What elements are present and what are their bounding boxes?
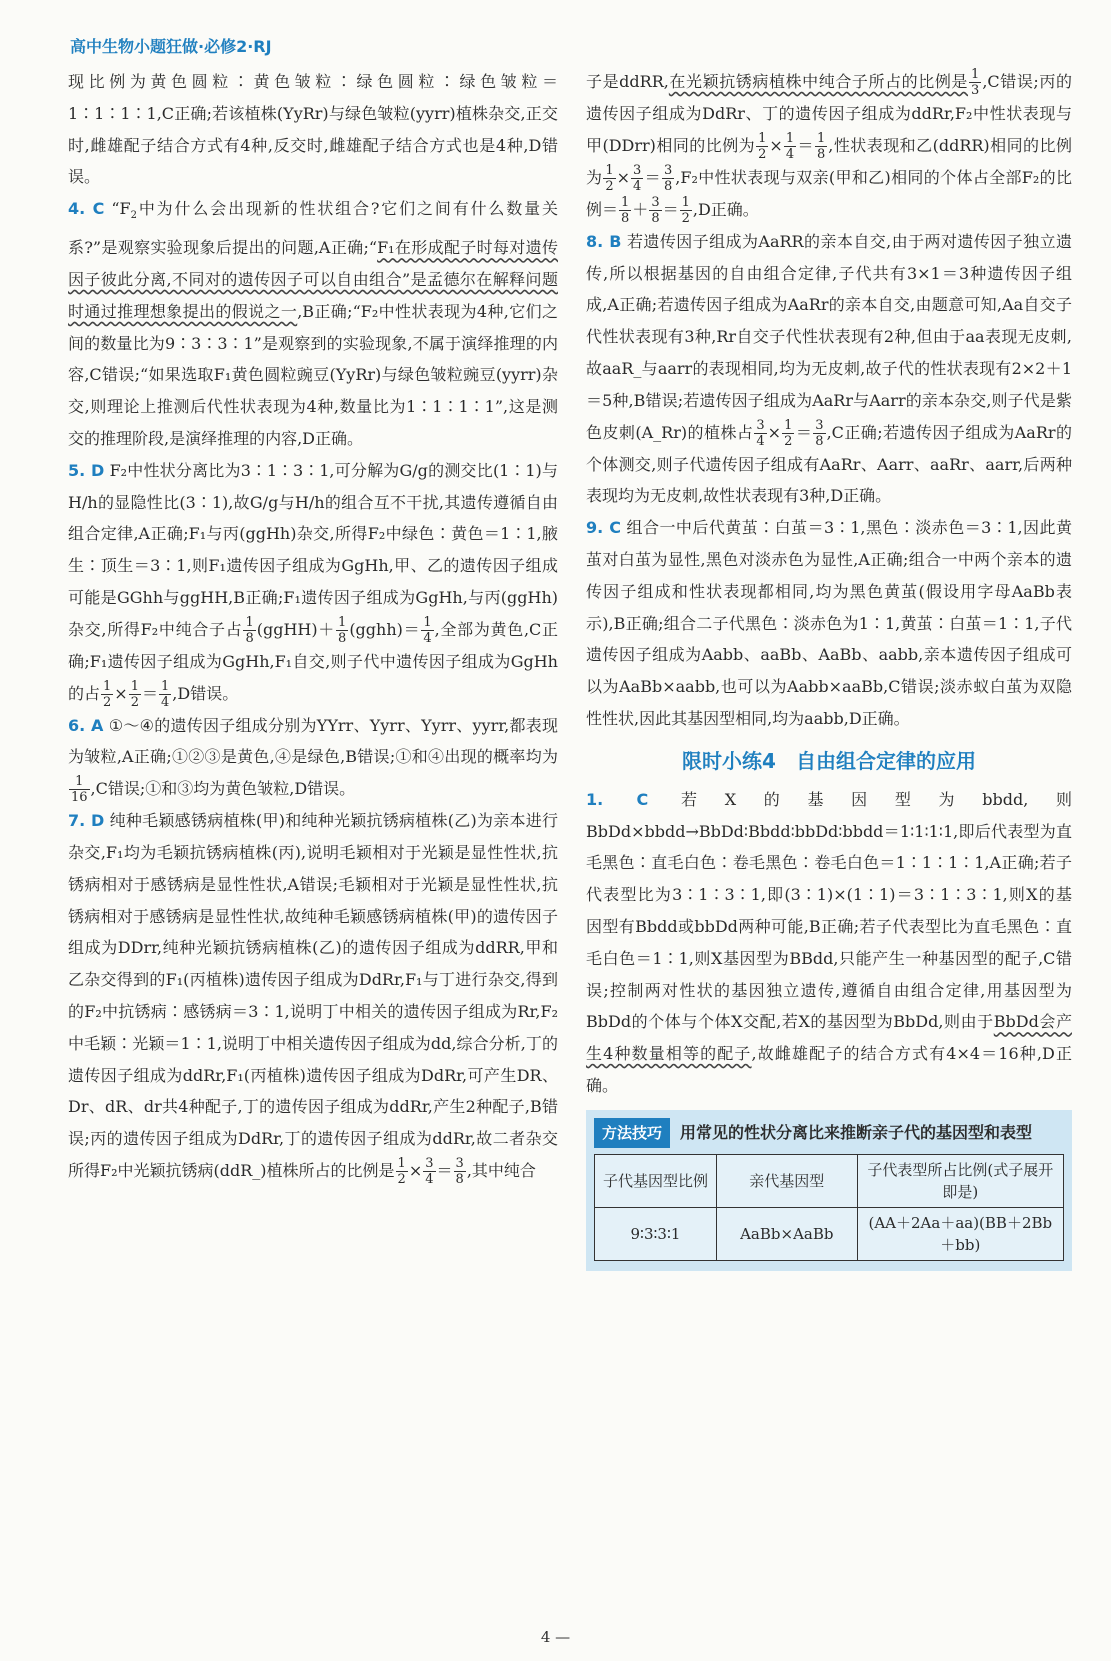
text: × [114,683,128,703]
method-tip-box [586,1110,1072,1271]
fraction: $\frac{3}{8}$ [815,417,824,449]
table-cell: AaBb×AaBb [716,1207,857,1260]
fraction: $\frac{1}{3}$ [971,67,980,98]
question-7-continuation [586,66,1072,226]
table-cell: 9∶3∶3∶1 [595,1207,717,1260]
text: (gghh)＝ [349,619,421,639]
fraction: $\frac{1}{2}$ [397,1155,406,1187]
table-header-row [595,1154,1064,1207]
fraction: $\frac{3}{8}$ [455,1155,464,1187]
text: “F [111,199,131,219]
fraction: $\frac{1}{8}$ [817,130,826,162]
question-number: 4. C [68,199,105,219]
text: 纯种毛颖感锈病植株(甲)和纯种光颖抗锈病植株(乙)为亲本进行杂交,F₁均为毛颖抗锈病植株(丙),说明毛颖相对于光颖是显性性状,抗锈病相对于感锈病是显性性状,A错误;毛颖相对于光颖是显性性状,抗锈病相对于感锈病是显性性状,故纯种毛颖感锈病植株(甲)的遗传因子组成为DDrr,纯种光颖抗锈病植株(乙)的遗传因子组成为ddRR,甲和乙杂交得到的F₁(丙植株)遗传因子组成为DdRr,F₁与丁进行杂交,得到的F₂中抗锈病∶感锈病＝3∶1,说明丁中相关的遗传因子组成为Rr,F₂中毛颖∶光颖＝1∶1,说明丁中相关遗传因子组成为dd,综合分析,丁的遗传因子组成为ddRr,F₁(丙植株)遗传因子组成为DdRr,可产生DR、Dr、dR、dr共4种配子,丁的遗传因子组成为ddRr,产生2种配子,B错误;丙的遗传因子组成为DdRr,丁的遗传因子组成为ddRr,故二者杂交所得F₂中光颖抗锈病(ddR_)植株所占的比例是 [68,811,558,1180]
text: × [769,135,783,155]
fraction: $\frac{1}{8}$ [245,614,254,646]
question-9 [586,512,1072,735]
question-number: 9. C [586,518,621,538]
fraction: $\frac{1}{4}$ [785,130,795,162]
text: ＋ [632,199,649,219]
fraction: $\frac{1}{2}$ [784,417,793,449]
text: ,C错误;丙的遗传因子组成为DdRr、丁的遗传因子组成为ddRr,F₂中性状表现与甲(DDrr)相同的比例为 [586,72,1072,155]
question-5 [68,455,558,710]
fraction: $\frac{1}{2}$ [103,678,112,710]
text: ＝ [795,422,813,442]
tip-title: 用常见的性状分离比来推断亲子代的基因型和表型 [680,1122,1033,1142]
text: 若遗传因子组成为AaRR的亲本自交,由于两对遗传因子独立遗传,所以根据基因的自由组合定律,子代共有3×1＝3种遗传因子组成,A正确;若遗传因子组成为AaRr的亲本自交,由题意可知,Aa自交子代性状表现有3种,Rr自交子代性状表现有2种,但由于aa表现无皮刺,故aaR_与aarr的表现相同,均为无皮刺,故子代的性状表现有2×2＋1＝5种,B错误;若遗传因子组成为AaRr与Aarr的亲本杂交,则子代是紫色皮刺(A_Rr)的植株占 [586,231,1073,442]
underlined-text: F₁在形成配子时每对遗传因子彼此分离,不同对的遗传因子可以自由组合”是孟德尔在解释问题时通过推理想象提出的假说之一 [68,238,558,321]
tip-heading [594,1118,1064,1148]
question-number: 5. D [68,460,105,480]
left-continuation: 现比例为黄色圆粒∶黄色皱粒∶绿色圆粒∶绿色皱粒＝1∶1∶1∶1,C正确;若该植株(YyRr)与绿色皱粒(yyrr)植株杂交,正交时,雌雄配子结合方式有4种,反交时,雌雄配子结合方式也是4种,D错误。 [68,72,558,187]
fraction: $\frac{3}{4}$ [425,1155,434,1187]
text: × [408,1160,423,1180]
fraction: $\frac{3}{4}$ [756,417,765,449]
text: × [616,167,631,187]
fraction: $\frac{1}{4}$ [161,678,170,710]
text: ,故雌雄配子的结合方式有4×4＝16种,D正确。 [586,1044,1072,1095]
tip-tag: 方法技巧 [594,1118,670,1148]
fraction: $\frac{1}{8}$ [338,614,347,646]
table-header-cell: 子代表型所占比例(式子展开即是) [857,1154,1063,1207]
text: ＝ [644,167,661,187]
question-number: 1. C [586,789,649,809]
text: 中为什么会出现新的性状组合?它们之间有什么数量关系?”是观察实验现象后提出的问题,A正确;“ [68,199,558,258]
fraction: $\frac{1}{2}$ [681,194,690,226]
question-number: 6. A [68,715,104,735]
tip-table [594,1154,1064,1261]
left-column [68,66,558,1187]
fraction: $\frac{3}{8}$ [651,194,660,226]
table-row [595,1207,1064,1260]
underlined-text: BbDd会产生4种数量相等的配子 [586,1012,1072,1064]
text: ＝ [797,135,815,155]
text: ,C正确;若遗传因子组成为AaRr的个体测交,则子代遗传因子组成有AaRr、Aarr、aaRr、aarr,后两种表现均为无皮刺,故性状表现有3种,D正确。 [586,422,1072,506]
right-column [586,66,1072,1271]
text: ,F₂中性状表现与双亲(甲和乙)相同的个体占全部F₂的比例＝ [586,167,1072,219]
text: ＝ [436,1160,453,1180]
underlined-text: 在光颖抗锈病植株中纯合子所占的比例是 [668,72,969,91]
text: ,全部为黄色,C正确;F₁遗传因子组成为GgHh,F₁自交,则子代中遗传因子组成为GgHh的占 [68,619,559,703]
question-6 [68,710,558,806]
fraction: $\frac{1}{4}$ [423,614,432,646]
text: ①～④的遗传因子组成分别为YYrr、Yyrr、Yyrr、yyrr,都表现为皱粒,A正确;①②③是黄色,④是绿色,B错误;①和④出现的概率均为 [68,715,558,767]
table-header-cell: 子代基因型比例 [595,1154,717,1207]
question-8 [586,226,1072,512]
fraction: $\frac{1}{8}$ [621,194,630,226]
text: ＝ [662,199,679,219]
text: ,D正确。 [692,199,759,219]
page-number: 4 — [540,1628,571,1646]
text: 组合一中后代黄茧∶白茧＝3∶1,黑色∶淡赤色＝3∶1,因此黄茧对白茧为显性,黑色对淡赤色为显性,A正确;组合一中两个亲本的遗传因子组成和性状表现都相同,均为黑色黄茧(假设用字母AaBb表示),B正确;组合二子代黑色∶淡赤色为1∶1,黄茧∶白茧＝1∶1,子代遗传因子组成为Aabb、aaBb、AaBb、aabb,亲本遗传因子组成可以为AaBb×aabb,也可以为Aabb×aaBb,C错误;淡赤蚁白茧为双隐性性状,因此其基因型相同,均为aabb,D正确。 [586,518,1072,728]
text: 子是ddRR, [586,72,669,91]
question-number: 7. D [68,811,105,831]
fraction: $\frac{1}{2}$ [130,678,139,710]
question-7 [68,805,558,1187]
text: F₂中性状分离比为3∶1∶3∶1,可分解为G/g的测交比(1∶1)与H/h的显隐性比(3∶1),故G/g与H/h的组合互不干扰,其遗传遵循自由组合定律,A正确;F₁与丙(ggHh)杂交,所得F₂中绿色∶黄色＝1∶1,腋生∶顶生＝3∶1,则F₁遗传因子组成为GgHh,甲、乙的遗传因子组成可能是GGhh与ggHH,B正确;F₁遗传因子组成为GgHh,与丙(ggHh)杂交,所得F₂中纯合子占 [68,460,558,639]
fraction: $\frac{1}{2}$ [605,162,614,194]
text: 若X的基因型为bbdd,则BbDd×bbdd→BbDd∶Bbdd∶bbDd∶bbdd＝1∶1∶1∶1,即后代表型为直毛黑色∶直毛白色∶卷毛黑色∶卷毛白色＝1∶1∶1∶1,A正确;若子代表型比为3∶1∶3∶1,即(3∶1)×(1∶1)＝3∶1∶3∶1,则X的基因型有Bbdd或bbDd两种可能,B正确;若子代表型比为直毛黑色∶直毛白色＝1∶1,则X基因型为BBdd,只能产生一种基因型的配子,C错误;控制两对性状的基因独立遗传,遵循自由组合定律,用基因型为BbDd的个体与个体X交配,若X的基因型为BbDd,则由于 [586,789,1072,1032]
text: (ggHH)＋ [256,619,336,639]
section-title: 限时小练4 自由组合定律的应用 [682,748,976,773]
fraction: $\frac{1}{2}$ [758,130,767,162]
section-question-1 [586,784,1072,1102]
text: ,D错误。 [172,683,239,703]
text: ,C错误;①和③均为黄色皱粒,D错误。 [90,779,356,799]
fraction: $\frac{3}{4}$ [633,162,642,194]
text: ＝ [141,683,158,703]
question-number: 8. B [586,231,622,251]
text: × [767,422,782,442]
question-4: 4. C “$F_2$中为什么会出现新的性状组合?它们之间有什么数量关系?”是观察实验现象后提出的问题,A正确;“F₁在形成配子时每对遗传因子彼此分离,不同对的遗传因子可以自由组合”是孟德尔在解释问题时通过推理想象提出的假说之一,B正确;“F₂中性状表现为4种,它们之间的数量比为9∶3∶3∶1”是观察到的实验现象,不属于演绎推理的内容,C错误;“如果选取F₁黄色圆粒豌豆(YyRr)与绿色皱粒豌豆(yyrr)杂交,则理论上推测后代性状表现为4种,数量比为1∶1∶1∶1”,这是测交的推理阶段,是演绎推理的内容,D正确。 [68,199,558,448]
text: ,B正确;“F₂中性状表现为4种,它们之间的数量比为9∶3∶3∶1”是观察到的实验现象,不属于演绎推理的内容,C错误;“如果选取F₁黄色圆粒豌豆(YyRr)与绿色皱粒豌豆(yyrr)杂交,则理论上推测后代性状表现为4种,数量比为1∶1∶1∶1”,这是测交的推理阶段,是演绎推理的内容,D正确。 [68,301,558,448]
page-header: 高中生物小题狂做·必修2·RJ [70,37,272,56]
table-cell: (AA＋2Aa＋aa)(BB＋2Bb＋bb) [857,1207,1063,1260]
table-header-cell: 亲代基因型 [716,1154,857,1207]
fraction: $\frac{1}{16}$ [71,774,88,806]
text: ,性状表现和乙(ddRR)相同的比例为 [586,135,1072,187]
text: ,其中纯合 [466,1160,536,1180]
fraction: $\frac{3}{8}$ [664,162,673,194]
